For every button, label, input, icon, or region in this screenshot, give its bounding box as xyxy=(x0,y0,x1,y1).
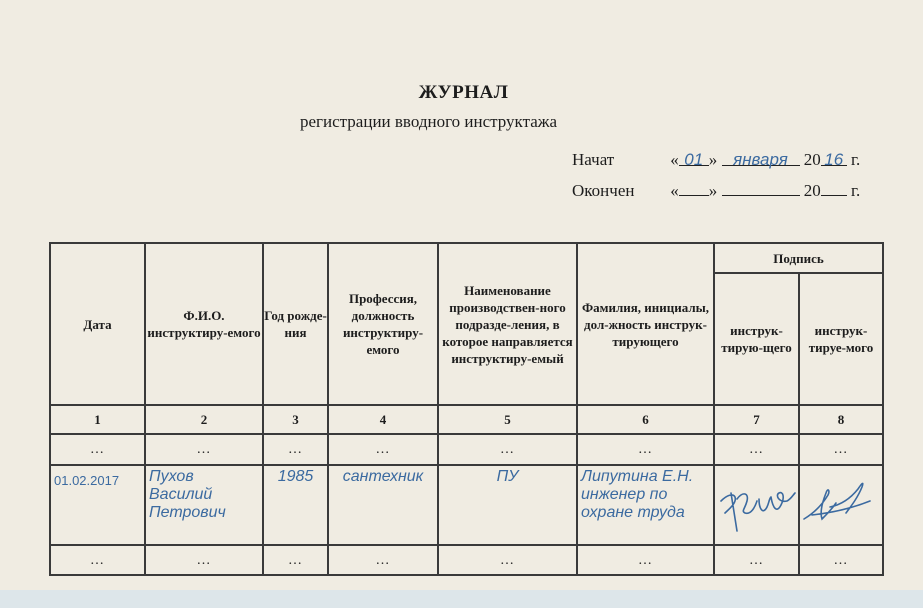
col-header-signature: Подпись xyxy=(714,243,883,273)
instructed-signature-image xyxy=(800,469,882,537)
column-number: 3 xyxy=(263,405,328,434)
column-number: 2 xyxy=(145,405,263,434)
instructor-signature xyxy=(714,465,799,545)
col-header-profession: Профессия, должность инструктиру-емого xyxy=(328,243,438,405)
started-year-prefix: 20 xyxy=(803,150,821,169)
started-month: января xyxy=(733,150,788,169)
instructor-signature-image xyxy=(715,469,798,537)
col-header-sign-instructor: инструк-тирую-щего xyxy=(714,273,799,405)
placeholder-cell: … xyxy=(328,434,438,465)
placeholder-cell: … xyxy=(438,545,577,575)
ended-label: Окончен xyxy=(572,181,635,200)
col-header-birth-year: Год рожде-ния xyxy=(263,243,328,405)
header-row xyxy=(50,243,883,273)
placeholder-cell: … xyxy=(799,434,883,465)
ended-date-row xyxy=(572,180,860,201)
placeholder-cell: … xyxy=(328,545,438,575)
entry-profession: сантехник xyxy=(328,465,438,545)
ended-day-blank xyxy=(679,180,709,196)
col-header-sign-instructed: инструк-тируе-мого xyxy=(799,273,883,405)
entry-department: ПУ xyxy=(438,465,577,545)
started-year-suffix: 16 xyxy=(824,150,844,169)
table-row xyxy=(50,465,883,545)
journal-subtitle: регистрации вводного инструктажа xyxy=(300,112,558,131)
column-numbers-row xyxy=(50,405,883,434)
open-quote: « xyxy=(670,150,679,169)
journal-title: ЖУРНАЛ xyxy=(418,82,509,103)
entry-date: 01.02.2017 xyxy=(50,465,145,545)
placeholder-cell: … xyxy=(50,434,145,465)
ended-year-prefix: 20 xyxy=(803,181,821,200)
started-label: Начат xyxy=(572,150,615,169)
placeholder-cell: … xyxy=(714,545,799,575)
ended-year-blank xyxy=(821,180,847,196)
entry-birth-year: 1985 xyxy=(263,465,328,545)
column-number: 1 xyxy=(50,405,145,434)
journal-table xyxy=(49,242,884,576)
entry-name: Пухов Василий Петрович xyxy=(145,465,263,545)
column-number: 6 xyxy=(577,405,714,434)
placeholder-cell: … xyxy=(145,434,263,465)
ended-month-blank xyxy=(722,180,800,196)
placeholder-row xyxy=(50,545,883,575)
col-header-name: Ф.И.О. инструктиру-емого xyxy=(145,243,263,405)
column-number: 4 xyxy=(328,405,438,434)
placeholder-cell: … xyxy=(577,545,714,575)
entry-instructor: Липутина Е.Н. инженер по охране труда xyxy=(577,465,714,545)
placeholder-cell: … xyxy=(577,434,714,465)
close-quote: » xyxy=(708,150,718,169)
open-quote: « xyxy=(670,181,679,200)
placeholder-cell: … xyxy=(799,545,883,575)
col-header-department: Наименование производствен-ного подразде-ления, в которое направляется инструктиру-емый xyxy=(438,243,577,405)
bottom-strip xyxy=(0,590,923,608)
placeholder-cell: … xyxy=(714,434,799,465)
started-date-row xyxy=(572,150,860,170)
instructed-signature xyxy=(799,465,883,545)
ended-year-unit: г. xyxy=(851,181,861,200)
placeholder-cell: … xyxy=(263,545,328,575)
started-month-blank xyxy=(722,150,800,169)
close-quote: » xyxy=(708,181,718,200)
column-number: 7 xyxy=(714,405,799,434)
started-day: 01 xyxy=(684,150,704,169)
started-day-blank xyxy=(679,150,709,169)
started-year-blank xyxy=(821,150,847,169)
placeholder-cell: … xyxy=(50,545,145,575)
started-year-unit: г. xyxy=(851,150,861,169)
column-number: 5 xyxy=(438,405,577,434)
placeholder-row xyxy=(50,434,883,465)
col-header-date: Дата xyxy=(50,243,145,405)
col-header-instructor: Фамилия, инициалы, дол-жность инструк-тирующего xyxy=(577,243,714,405)
placeholder-cell: … xyxy=(438,434,577,465)
column-number: 8 xyxy=(799,405,883,434)
placeholder-cell: … xyxy=(263,434,328,465)
placeholder-cell: … xyxy=(145,545,263,575)
